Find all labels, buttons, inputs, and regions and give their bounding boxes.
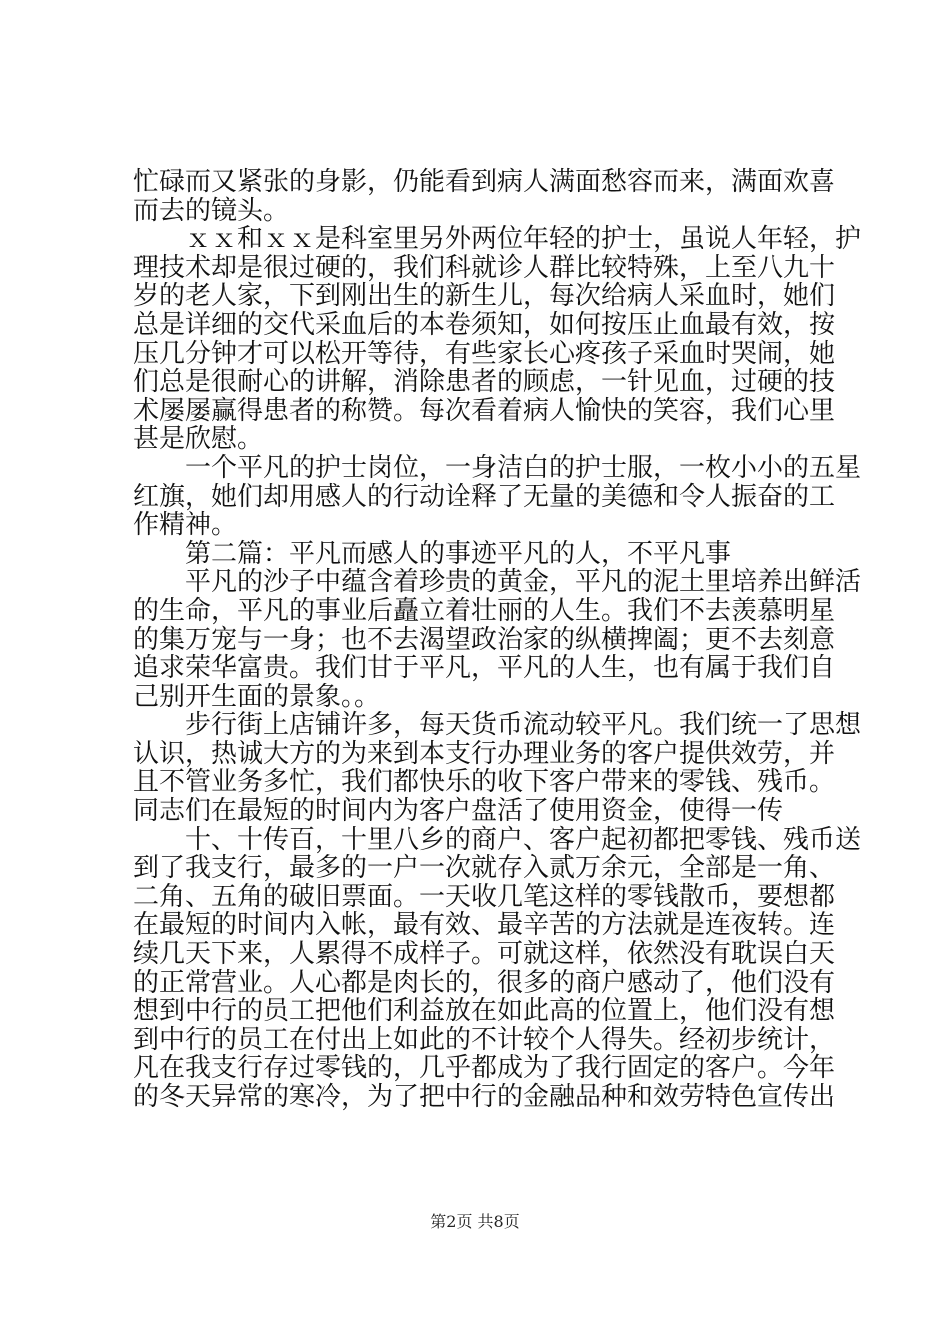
text-line: 认识，热诚大方的为来到本支行办理业务的客户提供效劳，并 (133, 738, 836, 769)
text-line: 十、十传百，十里八乡的商户、客户起初都把零钱、残币送 (185, 824, 862, 855)
text-line: 追求荣华富贵。我们甘于平凡，平凡的人生，也有属于我们自 (133, 653, 836, 684)
text-line: 而去的镜头。 (133, 195, 290, 226)
text-line: 压几分钟才可以松开等待，有些家长心疼孩子采血时哭闹，她 (133, 338, 836, 369)
text-line: 凡在我支行存过零钱的，几乎都成为了我行固定的客户。今年 (133, 1053, 836, 1084)
text-line: 理技术却是很过硬的，我们科就诊人群比较特殊，上至八九十 (133, 252, 836, 283)
text-line: 到中行的员工在付出上如此的不计较个人得失。经初步统计， (133, 1024, 836, 1055)
text-line: 总是详细的交代采血后的本卷须知，如何按压止血最有效，按 (133, 309, 836, 340)
text-line: 的生命，平凡的事业后矗立着壮丽的人生。我们不去羡慕明星 (133, 595, 836, 626)
text-line: 的正常营业。人心都是肉长的，很多的商户感动了，他们没有 (133, 967, 836, 998)
text-line: 且不管业务多忙，我们都快乐的收下客户带来的零钱、残币。 (133, 767, 836, 798)
text-line: 作精神。 (133, 510, 238, 541)
text-line: 己别开生面的景象。。 (133, 681, 381, 712)
text-line: 续几天下来，人累得不成样子。可就这样，依然没有耽误白天 (133, 939, 836, 970)
document-body (133, 167, 862, 1112)
text-line: 到了我支行，最多的一户一次就存入贰万余元，全部是一角、 (133, 853, 836, 884)
text-line: 平凡的沙子中蕴含着珍贵的黄金，平凡的泥土里培养出鲜活 (185, 567, 862, 598)
text-line: 第二篇：平凡而感人的事迹平凡的人，不平凡事 (185, 538, 732, 569)
text-line: 的冬天异常的寒冷，为了把中行的金融品种和效劳特色宣传出 (133, 1082, 836, 1112)
text-line: 一个平凡的护士岗位，一身洁白的护士服，一枚小小的五星 (185, 452, 862, 483)
text-line: 想到中行的员工把他们利益放在如此高的位置上，他们没有想 (133, 996, 836, 1027)
text-line: 的集万宠与一身；也不去渴望政治家的纵横捭阖；更不去刻意 (133, 624, 836, 655)
text-line: 同志们在最短的时间内为客户盘活了使用资金，使得一传 (133, 796, 784, 827)
text-line: 们总是很耐心的讲解，消除患者的顾虑，一针见血，过硬的技 (133, 367, 836, 398)
text-line: 步行街上店铺许多，每天货币流动较平凡。我们统一了思想 (185, 710, 862, 741)
page-footer: 第2页 共8页 (430, 1212, 520, 1231)
text-line: 二角、五角的破旧票面。一天收几笔这样的零钱散币，要想都 (133, 881, 836, 912)
text-line: 红旗，她们却用感人的行动诠释了无量的美德和令人振奋的工 (133, 481, 836, 512)
text-line: 甚是欣慰。 (133, 424, 264, 455)
text-line: 岁的老人家，下到刚出生的新生儿，每次给病人采血时，她们 (133, 281, 836, 312)
text-line: 在最短的时间内入帐，最有效、最辛苦的方法就是连夜转。连 (133, 910, 836, 941)
text-line: ｘｘ和ｘｘ是科室里另外两位年轻的护士，虽说人年轻，护 (185, 224, 862, 255)
text-line: 忙碌而又紧张的身影，仍能看到病人满面愁容而来，满面欢喜 (133, 167, 836, 197)
text-line: 术屡屡赢得患者的称赞。每次看着病人愉快的笑容，我们心里 (133, 395, 836, 426)
